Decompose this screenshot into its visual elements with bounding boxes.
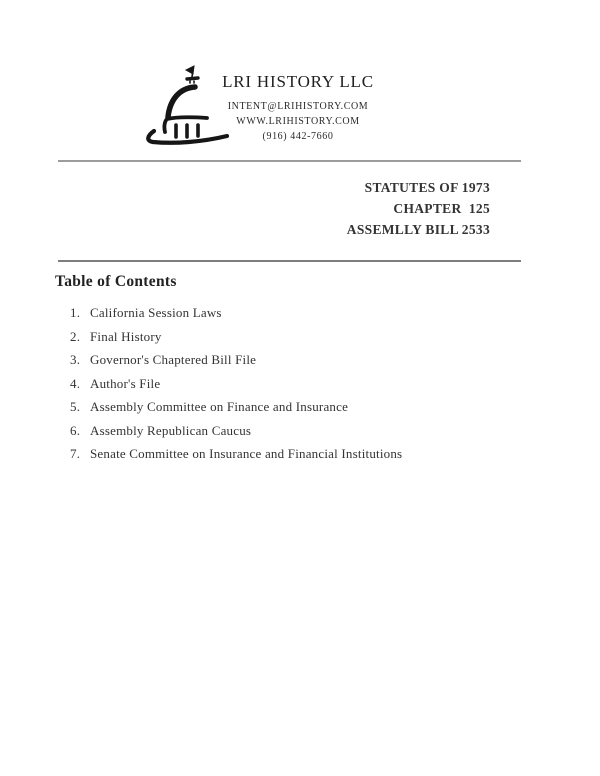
- toc-item-label: Author's File: [90, 375, 161, 391]
- toc-item-number: 2.: [70, 328, 81, 344]
- toc-item-label: Senate Committee on Insurance and Financial Institutions: [90, 446, 403, 461]
- toc-item-label: Final History: [90, 328, 162, 344]
- company-phone: (916) 442-7660: [262, 131, 334, 142]
- assembly-bill-line: ASSEMLLY BILL 2533: [346, 222, 490, 237]
- toc-item: [70, 329, 530, 345]
- toc-item: [70, 376, 530, 392]
- toc-item-label: Assembly Committee on Finance and Insurance: [90, 399, 349, 414]
- toc-item-number: 1.: [70, 305, 81, 320]
- toc-item-number: 6.: [70, 422, 81, 438]
- toc-item-number: 5.: [70, 399, 81, 414]
- toc-item-label: Assembly Republican Caucus: [90, 422, 252, 438]
- toc-item-label: Governor's Chaptered Bill File: [90, 352, 257, 367]
- toc-item: [70, 423, 530, 439]
- statute-reference: [347, 177, 490, 240]
- toc-item-number: 3.: [70, 352, 81, 367]
- letterhead: [198, 72, 398, 144]
- toc-item-label: California Session Laws: [90, 305, 222, 320]
- toc-item: [70, 399, 530, 415]
- toc-item: [70, 305, 530, 321]
- toc-item-number: 4.: [70, 375, 81, 391]
- toc-item: [70, 446, 530, 462]
- toc-item: [70, 352, 530, 368]
- statutes-year-line: STATUTES OF 1973: [364, 180, 490, 195]
- divider-bottom: [58, 260, 521, 262]
- company-website: WWW.LRIHISTORY.COM: [236, 116, 360, 127]
- toc-list: [70, 305, 530, 470]
- toc-title: Table of Contents: [55, 273, 177, 290]
- company-name: LRI HISTORY LLC: [222, 72, 374, 91]
- divider-top: [58, 160, 521, 162]
- chapter-number-line: CHAPTER 125: [393, 201, 490, 216]
- company-email: INTENT@LRIHISTORY.COM: [227, 101, 369, 112]
- toc-item-number: 7.: [70, 446, 81, 461]
